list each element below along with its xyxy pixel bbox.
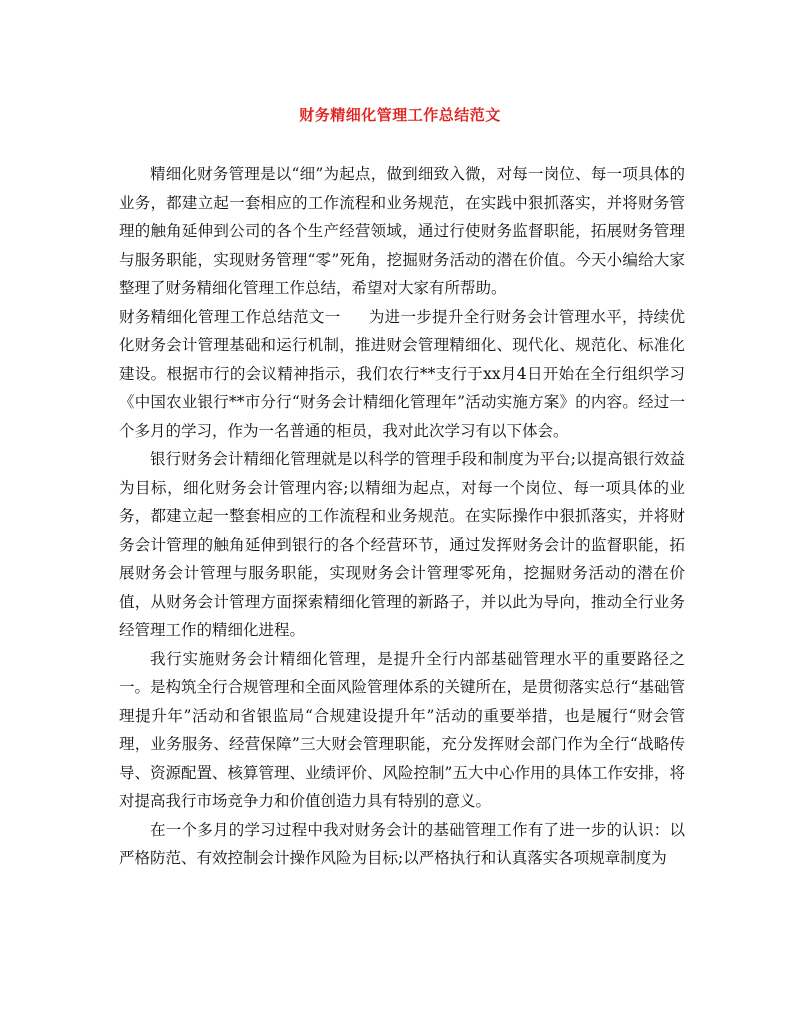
intro-paragraph: 精细化财务管理是以“细”为起点，做到细致入微，对每一岗位、每一项具体的业务，都建立起一套相应的工作流程和业务规范，在实践中狠抓落实，并将财务管理的触角延伸到公司的各个生产经营领域，通过行使财务监督职能，拓展财务管理与服务职能，实现财务管理“零”死角，挖掘财务活动的潜在价值。今天小编给大家整理了财务精细化管理工作总结，希望对大家有所帮助。 — [119, 165, 685, 297]
section-heading: 财务精细化管理工作总结范文一 — [119, 307, 341, 326]
section-paragraph — [119, 303, 685, 446]
body-paragraph-2: 我行实施财务会计精细化管理，是提升全行内部基础管理水平的重要路径之一。是构筑全行合规管理和全面风险管理体系的关键所在，是贯彻落实总行“基础管理提升年”活动和省银监局“合规建设提升年”活动的重要举措，也是履行“财会管理，业务服务、经营保障”三大财会管理职能，充分发挥财会部门作为全行“战略传导、资源配置、核算管理、业绩评价、风险控制”五大中心作用的具体工作安排，将对提高我行市场竞争力和价值创造力具有特别的意义。 — [119, 649, 685, 810]
section-text: 为进一步提升全行财务会计管理水平，持续优化财务会计管理基础和运行机制，推进财会管理精细化、现代化、规范化、标准化建设。根据市行的会议精神指示，我们农行**支行于xx月4日开始在全行组织学习《中国农业银行**市分行“财务会计精细化管理年”活动实施方案》的内容。经过一个多月的学习，作为一名普通的柜员，我对此次学习有以下体会。 — [119, 307, 685, 440]
body-paragraph-3: 在一个多月的学习过程中我对财务会计的基础管理工作有了进一步的认识：以严格防范、有效控制会计操作风险为目标;以严格执行和认真落实各项规章制度为 — [119, 820, 685, 867]
document-body — [119, 160, 685, 873]
body-paragraph-1: 银行财务会计精细化管理就是以科学的管理手段和制度为平台;以提高银行效益为目标，细化财务会计管理内容;以精细为起点，对每一个岗位、每一项具体的业务，都建立起一整套相应的工作流程和业务规范。在实际操作中狠抓落实，并将财务会计管理的触角延伸到银行的各个经营环节，通过发挥财务会计的监督职能，拓展财务会计管理与服务职能，实现财务会计管理零死角，挖掘财务活动的潜在价值，从财务会计管理方面探索精细化管理的新路子，并以此为导向，推动全行业务经管理工作的精细化进程。 — [119, 450, 685, 639]
document-title: 财务精细化管理工作总结范文 — [299, 106, 501, 124]
